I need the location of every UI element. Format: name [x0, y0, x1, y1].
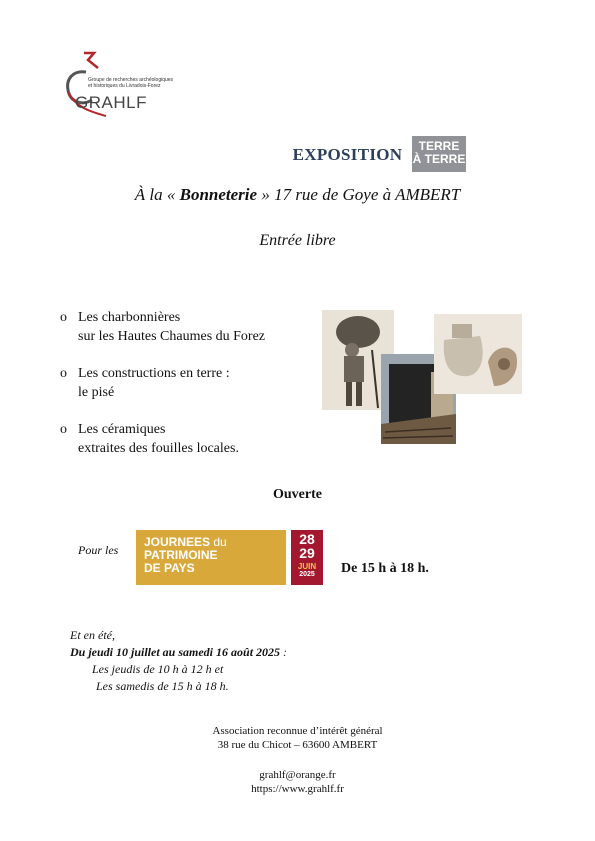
bullet: o — [60, 310, 67, 325]
date-day-2: 29 — [299, 545, 315, 561]
banner-du: du — [210, 535, 227, 549]
bullet: o — [60, 366, 67, 381]
list-item — [60, 308, 265, 346]
logo-wordmark: GRAHLF — [75, 93, 147, 112]
list-item — [60, 420, 265, 458]
summer-schedule — [70, 627, 287, 695]
date-day-1: 28 — [299, 531, 315, 547]
item-line-2: extraites des fouilles locales. — [78, 441, 239, 456]
exhibit-list — [60, 308, 265, 476]
venue-line — [0, 185, 595, 205]
opening-hours — [341, 561, 429, 577]
summer-range-suffix: : — [280, 645, 288, 659]
venue-prefix: À la « — [134, 185, 180, 204]
page-title-row — [0, 145, 595, 165]
grahlf-logo — [58, 50, 188, 122]
logo-subtitle-line-2: et historiques du Livradois-Forez — [88, 83, 161, 89]
summer-thursdays: Les jeudis de 10 h à 12 h et — [92, 662, 224, 676]
item-line-1: Les charbonnières — [78, 310, 181, 325]
summer-intro: Et en été, — [70, 628, 115, 642]
footer — [0, 724, 595, 796]
pour-les-text: Pour les — [78, 543, 119, 557]
bullet: o — [60, 422, 67, 437]
item-line-1: Les céramiques — [78, 422, 166, 437]
photo-collage — [322, 310, 522, 445]
footer-email[interactable]: grahlf@orange.fr — [259, 769, 336, 781]
date-box — [291, 530, 323, 585]
summer-range-line — [70, 644, 287, 661]
logo-subtitle-line-1: Groupe de recherches archéologiques — [88, 77, 174, 83]
footer-address: 38 rue du Chicot – 63600 AMBERT — [217, 739, 378, 751]
item-line-1: Les constructions en terre : — [78, 366, 230, 381]
date-year: 2025 — [299, 571, 315, 578]
item-line-2: le pisé — [78, 385, 115, 400]
list-item — [60, 364, 265, 402]
hours-value: 15 h à 18 h. — [360, 561, 429, 576]
open-label: Ouverte — [273, 487, 322, 502]
entry-text: Entrée libre — [259, 232, 336, 249]
summer-range: Du jeudi 10 juillet au samedi 16 août 2025 — [70, 645, 281, 659]
ceramics-image — [434, 314, 522, 394]
footer-association: Association reconnue d’intérêt général — [212, 725, 383, 737]
banner-journees: JOURNEES — [144, 535, 211, 549]
venue-suffix: » 17 rue de Goye à AMBERT — [257, 185, 461, 204]
venue-name: Bonneterie — [179, 185, 258, 204]
banner-line-3: DE PAYS — [144, 561, 195, 575]
banner-line-2: PATRIMOINE — [144, 548, 218, 562]
terre-a-terre-badge — [412, 136, 466, 172]
footer-website[interactable]: https://www.grahlf.fr — [251, 783, 344, 795]
item-line-2: sur les Hautes Chaumes du Forez — [78, 329, 266, 344]
summer-saturdays: Les samedis de 15 h à 18 h. — [96, 679, 229, 693]
badge-line-2: À TERRE — [412, 152, 466, 166]
page-title: EXPOSITION — [292, 145, 403, 164]
journees-patrimoine-banner — [136, 530, 286, 585]
hours-prefix: De — [341, 561, 361, 576]
badge-line-1: TERRE — [418, 139, 460, 153]
date-month: JUIN — [297, 562, 317, 571]
